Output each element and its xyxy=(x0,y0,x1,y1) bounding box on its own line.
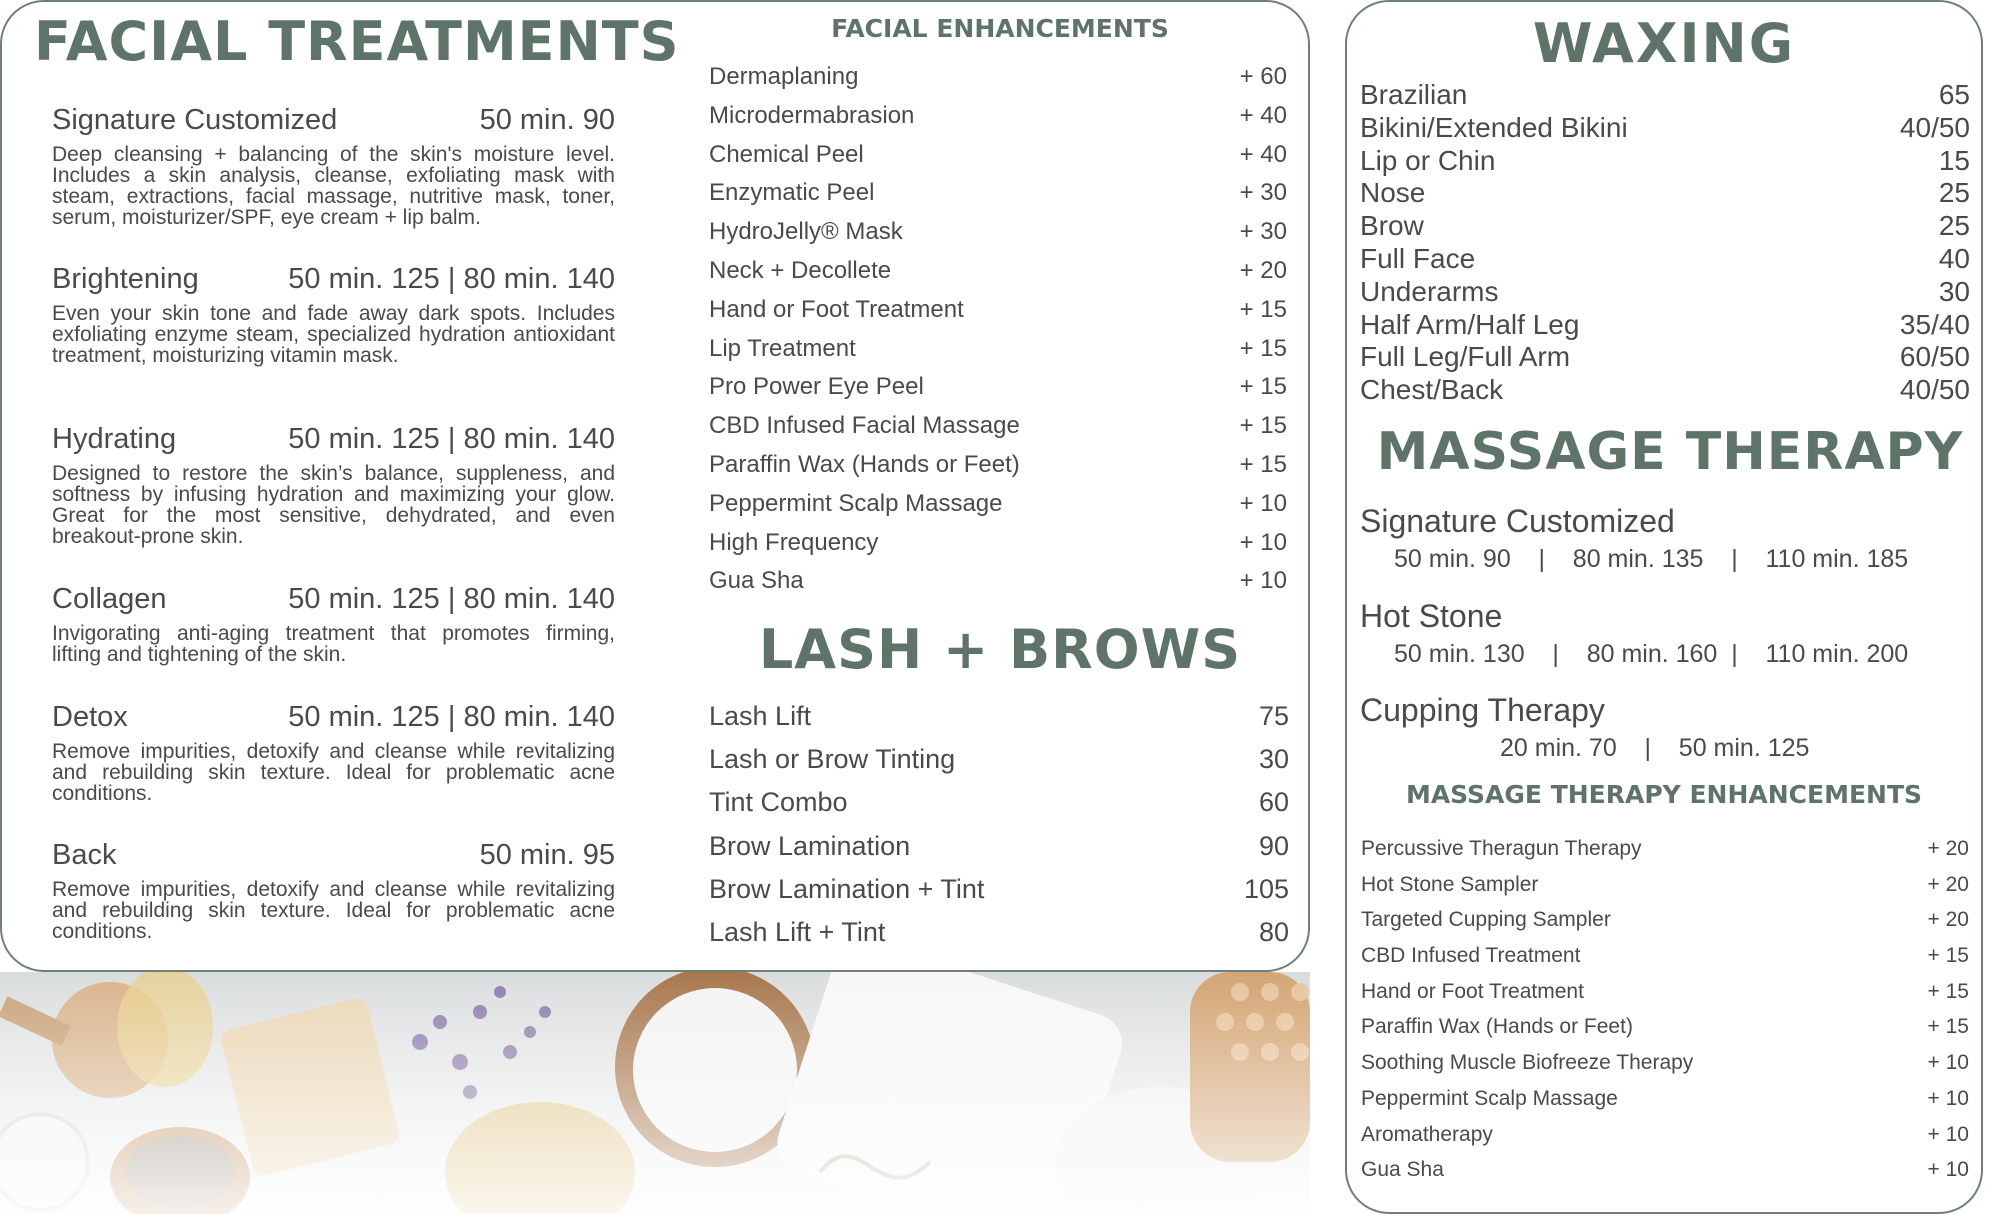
item-price: + 10 xyxy=(1927,1122,1969,1146)
list-item xyxy=(709,252,1287,291)
item-name: Enzymatic Peel xyxy=(709,179,875,207)
treatment-price: 50 min. 125 | 80 min. 140 xyxy=(288,583,615,615)
list-item xyxy=(1361,1117,1969,1153)
massage-enhancements-list xyxy=(1361,831,1969,1188)
item-name: Aromatherapy xyxy=(1361,1122,1493,1146)
list-item xyxy=(709,868,1289,911)
list-item xyxy=(709,213,1287,252)
item-name: Lash Lift + Tint xyxy=(709,916,886,947)
treatment-price: 50 min. 125 | 80 min. 140 xyxy=(288,423,615,455)
list-item xyxy=(709,97,1287,136)
spa-products-photo xyxy=(0,972,1310,1214)
list-item xyxy=(709,485,1287,524)
treatment-description: Remove impurities, detoxify and cleanse while revitalizing and rebuilding skin texture. Ideal for problematic acne conditions. xyxy=(52,878,615,943)
item-price: 60 xyxy=(1258,787,1289,818)
waxing-heading: WAXING xyxy=(1532,12,1796,75)
item-price: + 15 xyxy=(1239,295,1287,323)
item-name: Dermaplaning xyxy=(709,63,859,90)
item-name: Percussive Theragun Therapy xyxy=(1361,837,1642,860)
list-item xyxy=(709,738,1289,781)
item-price: + 20 xyxy=(1927,837,1969,860)
item-name: CBD Infused Treatment xyxy=(1361,944,1581,968)
list-item xyxy=(1360,242,1970,275)
item-price: + 20 xyxy=(1239,256,1287,284)
list-item xyxy=(1360,209,1970,242)
item-name: Microdermabrasion xyxy=(709,101,915,129)
item-price: 40 xyxy=(1938,242,1970,274)
item-name: Lash or Brow Tinting xyxy=(709,744,956,775)
item-price: 65 xyxy=(1938,79,1970,110)
item-price: + 60 xyxy=(1239,63,1287,90)
spa-photo-illustration xyxy=(0,972,1310,1214)
massage-name: Signature Customized xyxy=(1360,503,1675,539)
item-name: High Frequency xyxy=(709,528,879,556)
item-price: + 30 xyxy=(1239,179,1287,207)
item-name: Brow Lamination + Tint xyxy=(709,873,985,904)
item-price: + 10 xyxy=(1927,1158,1969,1182)
list-item xyxy=(1361,938,1969,974)
item-name: Peppermint Scalp Massage xyxy=(1361,1086,1618,1110)
massage-hot-stone xyxy=(1360,596,1970,672)
item-price: + 15 xyxy=(1239,412,1287,440)
list-item xyxy=(709,58,1287,97)
massage-therapy-heading: MASSAGE THERAPY xyxy=(1376,422,1964,482)
list-item xyxy=(709,562,1287,601)
item-name: Tint Combo xyxy=(709,787,848,818)
facial-enhancements-heading: FACIAL ENHANCEMENTS xyxy=(831,14,1169,43)
item-price: + 40 xyxy=(1239,101,1287,129)
item-name: Soothing Muscle Biofreeze Therapy xyxy=(1361,1051,1694,1075)
treatment-brightening xyxy=(52,262,615,366)
list-item xyxy=(1360,275,1970,308)
treatment-name: Detox xyxy=(52,701,128,733)
lash-brows-list xyxy=(709,695,1289,954)
massage-prices: 50 min. 130 | 80 min. 160 | 110 min. 200 xyxy=(1394,640,1909,668)
list-item xyxy=(1360,78,1970,111)
list-item xyxy=(709,174,1287,213)
treatment-detox xyxy=(52,700,615,804)
treatment-hydrating xyxy=(52,422,615,547)
item-price: + 10 xyxy=(1239,567,1287,595)
facial-treatments-heading: FACIAL TREATMENTS xyxy=(34,10,680,73)
item-price: + 30 xyxy=(1239,218,1287,246)
treatment-description: Designed to restore the skin’s balance, suppleness, and softness by infusing hydration and maximizing your glow. Great for the most sensitive, dehydrated, and even breakout-prone skin. xyxy=(52,462,615,548)
item-price: 40/50 xyxy=(1899,374,1970,406)
item-name: Lip Treatment xyxy=(709,334,856,362)
list-item xyxy=(1361,831,1969,867)
list-item xyxy=(1361,867,1969,903)
treatment-price: 50 min. 125 | 80 min. 140 xyxy=(288,701,615,733)
item-name: Neck + Decollete xyxy=(709,256,892,284)
treatment-back xyxy=(52,838,615,942)
list-item xyxy=(709,911,1289,954)
facial-enhancements-list xyxy=(709,58,1287,601)
treatment-signature-customized xyxy=(52,103,615,228)
item-name: Full Leg/Full Arm xyxy=(1360,341,1571,373)
list-item xyxy=(709,368,1287,407)
item-name: Hand or Foot Treatment xyxy=(1361,979,1584,1003)
item-price: + 20 xyxy=(1927,872,1969,896)
list-item xyxy=(709,446,1287,485)
massage-name: Hot Stone xyxy=(1360,598,1503,634)
treatment-name: Brightening xyxy=(52,263,199,295)
item-price: + 40 xyxy=(1239,140,1287,168)
item-price: 60/50 xyxy=(1899,341,1970,373)
item-name: Underarms xyxy=(1360,275,1499,307)
item-price: + 15 xyxy=(1239,334,1287,362)
list-item xyxy=(1361,1045,1969,1081)
item-name: Brow xyxy=(1360,210,1424,242)
waxing-list xyxy=(1360,78,1970,406)
massage-enhancements-heading: MASSAGE THERAPY ENHANCEMENTS xyxy=(1405,780,1923,809)
treatment-name: Collagen xyxy=(52,583,167,615)
item-price: + 15 xyxy=(1927,1015,1969,1039)
list-item xyxy=(1361,1152,1969,1188)
item-name: Chest/Back xyxy=(1360,374,1504,406)
list-item xyxy=(1361,1081,1969,1117)
item-price: + 15 xyxy=(1927,944,1969,968)
item-name: Hand or Foot Treatment xyxy=(709,295,964,323)
item-price: + 15 xyxy=(1239,450,1287,478)
item-name: Chemical Peel xyxy=(709,140,864,168)
treatment-description: Even your skin tone and fade away dark spots. Includes exfoliating enzyme steam, specialized hydration antioxidant treatment, moisturizing vitamin mask. xyxy=(52,302,615,367)
item-price: 25 xyxy=(1938,210,1970,242)
item-name: Paraffin Wax (Hands or Feet) xyxy=(1361,1015,1633,1039)
list-item xyxy=(1361,902,1969,938)
item-price: 105 xyxy=(1243,873,1289,904)
item-price: 30 xyxy=(1258,744,1289,775)
item-name: CBD Infused Facial Massage xyxy=(709,412,1020,440)
item-price: 80 xyxy=(1258,916,1289,947)
item-price: 90 xyxy=(1258,830,1289,861)
item-name: Half Arm/Half Leg xyxy=(1360,308,1580,340)
item-price: + 10 xyxy=(1239,489,1287,517)
item-name: Peppermint Scalp Massage xyxy=(709,489,1003,517)
item-price: 15 xyxy=(1938,144,1970,176)
list-item xyxy=(1361,974,1969,1010)
item-price: 40/50 xyxy=(1899,111,1970,143)
list-item xyxy=(1360,176,1970,209)
item-name: Hot Stone Sampler xyxy=(1361,872,1539,896)
item-price: + 10 xyxy=(1927,1086,1969,1110)
item-name: Paraffin Wax (Hands or Feet) xyxy=(709,450,1020,478)
item-price: + 10 xyxy=(1239,528,1287,556)
massage-prices: 50 min. 90 | 80 min. 135 | 110 min. 185 xyxy=(1394,545,1909,573)
treatment-name: Back xyxy=(52,839,117,871)
massage-signature-customized xyxy=(1360,501,1970,577)
treatment-collagen xyxy=(52,582,615,665)
item-price: 25 xyxy=(1938,177,1970,209)
list-item xyxy=(1360,111,1970,144)
list-item xyxy=(709,825,1289,868)
list-item xyxy=(709,291,1287,330)
item-name: Targeted Cupping Sampler xyxy=(1361,908,1611,932)
item-name: Gua Sha xyxy=(1361,1158,1444,1182)
list-item xyxy=(709,781,1289,824)
item-name: Lash Lift xyxy=(709,701,812,731)
treatment-price: 50 min. 95 xyxy=(479,839,615,871)
item-price: + 15 xyxy=(1239,373,1287,401)
lash-brows-heading: LASH + BROWS xyxy=(758,618,1242,681)
list-item xyxy=(709,524,1287,563)
item-name: HydroJelly® Mask xyxy=(709,218,903,246)
list-item xyxy=(709,695,1289,738)
item-price: 30 xyxy=(1938,275,1970,307)
massage-prices: 20 min. 70 | 50 min. 125 xyxy=(1500,734,1810,762)
item-name: Brow Lamination xyxy=(709,830,911,861)
item-price: + 15 xyxy=(1927,979,1969,1003)
item-price: + 20 xyxy=(1927,908,1969,932)
item-name: Pro Power Eye Peel xyxy=(709,373,924,401)
item-name: Gua Sha xyxy=(709,567,804,595)
treatment-name: Hydrating xyxy=(52,423,177,455)
item-name: Bikini/Extended Bikini xyxy=(1360,111,1628,143)
item-price: 75 xyxy=(1258,701,1289,731)
list-item xyxy=(709,407,1287,446)
list-item xyxy=(1361,1009,1969,1045)
item-name: Brazilian xyxy=(1360,79,1468,110)
list-item xyxy=(1360,308,1970,341)
massage-cupping-therapy xyxy=(1360,690,1970,766)
item-name: Lip or Chin xyxy=(1360,144,1496,176)
list-item xyxy=(1360,144,1970,177)
treatment-description: Deep cleansing + balancing of the skin's moisture level. Includes a skin analysis, cleanse, exfoliating mask with steam, extractions, facial massage, nutritive mask, toner, serum, moisturizer/SPF, eye cream + lip balm. xyxy=(52,143,615,229)
list-item xyxy=(709,330,1287,369)
item-name: Full Face xyxy=(1360,242,1476,274)
treatment-description: Remove impurities, detoxify and cleanse while revitalizing and rebuilding skin texture. Ideal for problematic acne conditions. xyxy=(52,740,615,805)
massage-name: Cupping Therapy xyxy=(1360,692,1605,728)
treatment-price: 50 min. 125 | 80 min. 140 xyxy=(288,263,615,295)
list-item xyxy=(709,136,1287,175)
treatment-price: 50 min. 90 xyxy=(479,104,615,136)
treatment-name: Signature Customized xyxy=(52,104,338,136)
treatment-description: Invigorating anti-aging treatment that promotes firming, lifting and tightening of the skin. xyxy=(52,622,615,666)
item-price: + 10 xyxy=(1927,1051,1969,1075)
item-name: Nose xyxy=(1360,177,1426,209)
list-item xyxy=(1360,340,1970,373)
item-price: 35/40 xyxy=(1899,308,1970,340)
list-item xyxy=(1360,373,1970,406)
